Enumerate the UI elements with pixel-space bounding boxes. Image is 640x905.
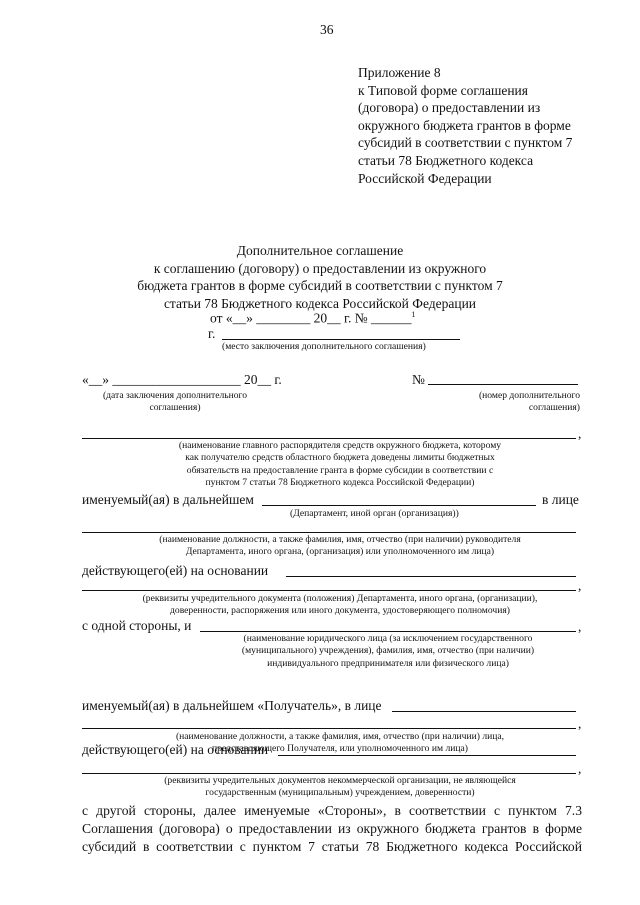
distributor-caption: (наименование главного распорядителя средств окружного бюджета, которому как получателю средств областного бюджета доведены лимиты бюджетных обязательств на предоставление гранта в форме субсидии в соответствии с пунктом 7 статьи 78 Бюджетного кодекса Российской Федерации) xyxy=(178,440,502,489)
recipient-position-caption: (наименование должности, а также фамилия, имя, отчество (при наличии) лица, представляющего Получателя, или уполномоченного им лица) xyxy=(175,731,505,755)
recipient-rep-field-line[interactable] xyxy=(392,711,576,712)
comma-mark: , xyxy=(578,426,582,441)
comma-mark: , xyxy=(578,716,582,731)
paragraph-line: субсидий в соответствии с пунктом 7 статьи 78 Бюджетного кодекса Российской xyxy=(82,839,582,854)
distributor-field-line[interactable] xyxy=(82,438,576,439)
position-caption: (наименование должности, а также фамилия, имя, отчество (при наличии) руководителя Департамента, иного органа, (организация) или уполномоченного им лица) xyxy=(159,534,521,558)
title-line: бюджета грантов в форме субсидий в соответствии с пунктом 7 xyxy=(137,278,503,294)
place-caption: (место заключения дополнительного соглашения) xyxy=(222,341,426,352)
in-person-label: в лице xyxy=(542,492,579,507)
title-line: статьи 78 Бюджетного кодекса Российской Федерации xyxy=(163,295,477,311)
comma-mark: , xyxy=(578,761,582,776)
nonprofit-requisites-field-line[interactable] xyxy=(82,773,576,774)
requisites-caption: (реквизиты учредительного документа (положения) Департамента, иного органа, (организации), доверенности, распоряжения или иного документа, удостоверяющего полномочия) xyxy=(142,593,538,617)
department-caption: (Департамент, иной орган (организация)) xyxy=(290,508,459,519)
appendix-line: субсидий в соответствии с пунктом 7 xyxy=(358,135,573,151)
basis-field-line[interactable] xyxy=(286,576,576,577)
date-number-text: от «__» ________ 20__ г. № ______ xyxy=(210,310,412,326)
page-number: 36 xyxy=(320,22,334,37)
appendix-line: к Типовой форме соглашения xyxy=(358,82,528,98)
one-side-label: с одной стороны, и xyxy=(82,618,192,633)
comma-mark: , xyxy=(578,619,582,634)
document-title xyxy=(100,242,540,312)
appendix-line: (договора) о предоставлении из xyxy=(358,100,541,116)
appendix-line: окружного бюджета грантов в форме xyxy=(358,117,571,133)
named-recipient-label: именуемый(ая) в дальнейшем «Получатель», в лице xyxy=(82,698,382,713)
appendix-block xyxy=(358,64,572,187)
department-field-line[interactable] xyxy=(262,505,536,506)
final-paragraph xyxy=(82,802,582,856)
recipient-position-field-line[interactable] xyxy=(82,728,576,729)
requisites-field-line[interactable] xyxy=(82,590,576,591)
legal-entity-field-line[interactable] xyxy=(200,631,576,632)
title-line: к соглашению (договору) о предоставлении из окружного xyxy=(153,260,487,276)
nonprofit-caption: (реквизиты учредительных документов некоммерческой организации, не являющейся государственным (муниципальным) учреждением, доверенности) xyxy=(164,775,516,799)
appendix-line: Приложение 8 xyxy=(358,65,441,80)
date-caption: (дата заключения дополнительного соглашения) xyxy=(102,390,248,414)
acting-basis-label: действующего(ей) на основании xyxy=(82,563,269,578)
city-field-line[interactable] xyxy=(222,339,460,340)
acting-basis-label-2: действующего(ей) на основании xyxy=(82,742,269,757)
date-number-line xyxy=(210,310,416,327)
title-line: Дополнительное соглашение xyxy=(236,243,404,258)
named-hereinafter-label: именуемый(ая) в дальнейшем xyxy=(82,492,254,507)
agreement-date: «__» ___________________ 20__ г. xyxy=(82,372,282,387)
number-caption: (номер дополнительного соглашения) xyxy=(478,390,580,414)
city-prefix: г. xyxy=(208,326,216,341)
comma-mark: , xyxy=(578,578,582,593)
position-field-line[interactable] xyxy=(82,532,576,533)
number-sign: № xyxy=(412,372,425,387)
appendix-line: статьи 78 Бюджетного кодекса xyxy=(358,152,534,168)
paragraph-line: с другой стороны, далее именуемые «Стороны», в соответствии с пунктом 7.3 xyxy=(82,803,582,818)
appendix-line: Российской Федерации xyxy=(358,170,492,186)
legal-entity-caption: (наименование юридического лица (за исключением государственного (муниципального) учреждения), фамилия, имя, отчество (при наличии) индивидуального предпринимателя или физического лица) xyxy=(241,633,535,669)
number-field-line[interactable] xyxy=(428,384,578,385)
basis-field-line-2[interactable] xyxy=(278,755,576,756)
footnote-mark: 1 xyxy=(411,310,416,319)
paragraph-line: Соглашения (договора) о предоставлении из окружного бюджета грантов в форме xyxy=(82,821,582,836)
